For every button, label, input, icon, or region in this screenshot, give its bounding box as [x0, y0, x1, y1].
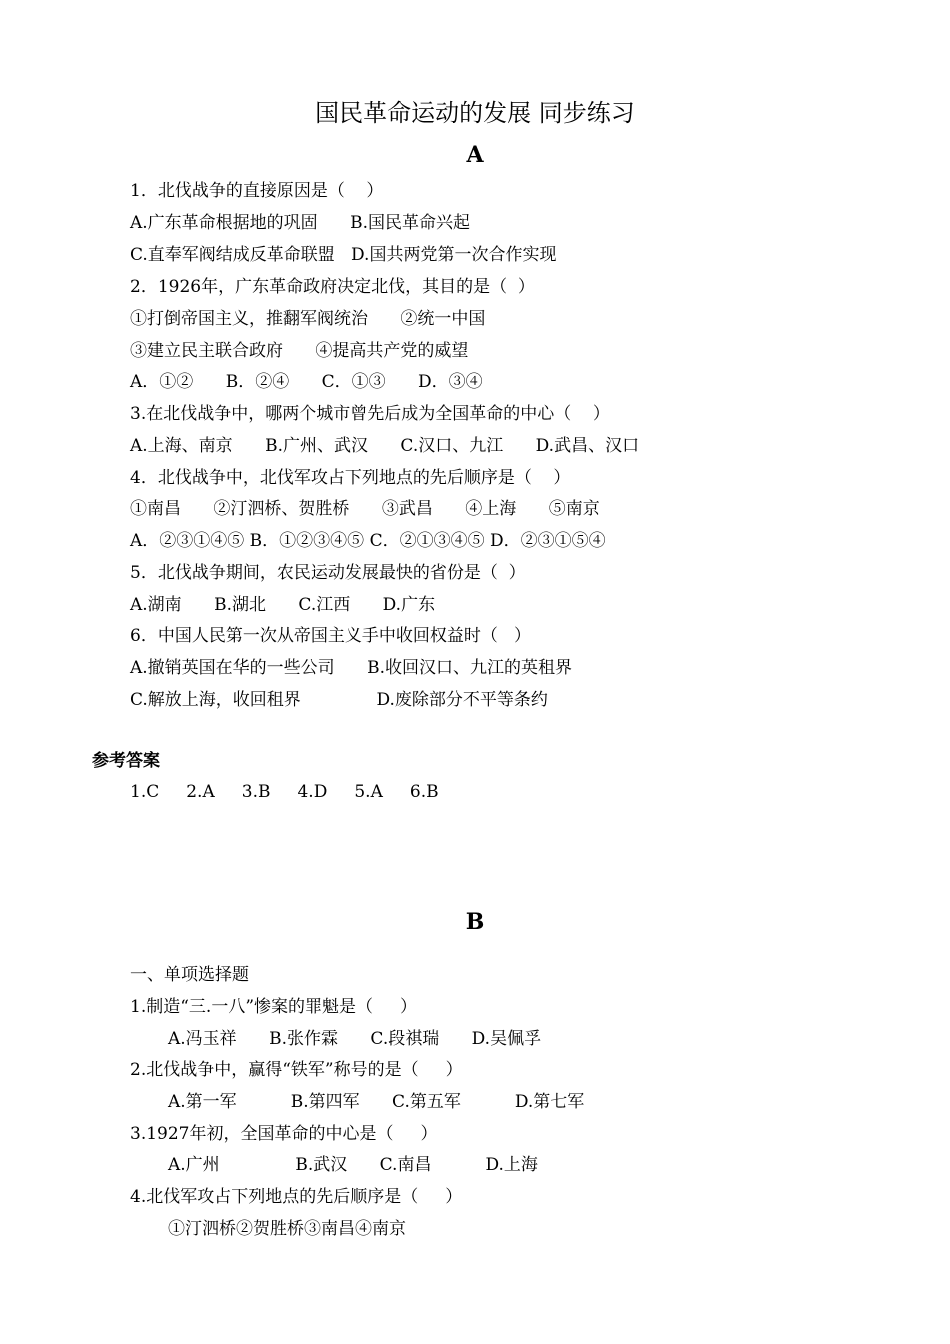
- option-line: ③建立民主联合政府 ④提高共产党的威望: [130, 341, 469, 361]
- question-line: 5．北伐战争期间，农民运动发展最快的省份是（ ）: [130, 563, 526, 583]
- question-line: 6．中国人民第一次从帝国主义手中收回权益时（ ）: [130, 626, 532, 646]
- option-line: A.广东革命根据地的巩固 B.国民革命兴起: [130, 213, 470, 233]
- option-line: ①南昌 ②汀泗桥、贺胜桥 ③武昌 ④上海 ⑤南京: [130, 499, 600, 519]
- option-line: A．①② B．②④ C．①③ D．③④: [130, 372, 483, 392]
- section-a-heading: A: [466, 142, 484, 168]
- option-line: C.直奉军阀结成反革命联盟 D.国共两党第一次合作实现: [130, 245, 557, 265]
- document-title: 国民革命运动的发展 同步练习: [315, 99, 635, 127]
- section-b-heading: B: [465, 909, 485, 935]
- option-line: C.解放上海，收回租界 D.废除部分不平等条约: [130, 690, 548, 710]
- answers-heading: 参考答案: [92, 751, 160, 771]
- option-line: ①打倒帝国主义，推翻军阀统治 ②统一中国: [130, 309, 486, 329]
- option-line: ①汀泗桥②贺胜桥③南昌④南京: [168, 1219, 406, 1239]
- option-line: A.广州 B.武汉 C.南昌 D.上海: [168, 1155, 538, 1175]
- question-line: 2.北伐战争中，赢得“铁军”称号的是（ ）: [130, 1060, 463, 1080]
- question-line: 3.在北伐战争中，哪两个城市曾先后成为全国革命的中心（ ）: [130, 404, 610, 424]
- option-line: A.撤销英国在华的一些公司 B.收回汉口、九江的英租界: [130, 658, 572, 678]
- option-line: A.第一军 B.第四军 C.第五军 D.第七军: [168, 1092, 585, 1112]
- option-line: A．②③①④⑤ B．①②③④⑤ C．②①③④⑤ D．②③①⑤④: [130, 531, 606, 551]
- question-line: 4.北伐军攻占下列地点的先后顺序是（ ）: [130, 1187, 463, 1207]
- option-line: A.湖南 B.湖北 C.江西 D.广东: [130, 595, 436, 615]
- option-line: A.上海、南京 B.广州、武汉 C.汉口、九江 D.武昌、汉口: [130, 436, 640, 456]
- question-line: 3.1927年初，全国革命的中心是（ ）: [130, 1124, 438, 1144]
- option-line: A.冯玉祥 B.张作霖 C.段祺瑞 D.吴佩孚: [168, 1029, 542, 1049]
- question-line: 1．北伐战争的直接原因是（ ）: [130, 181, 384, 201]
- answers-line: 1.C 2.A 3.B 4.D 5.A 6.B: [130, 782, 439, 802]
- question-line: 4．北伐战争中，北伐军攻占下列地点的先后顺序是（ ）: [130, 468, 571, 488]
- section-subheading: 一、单项选择题: [130, 965, 249, 985]
- question-line: 1.制造“三.一八”惨案的罪魁是（ ）: [130, 997, 418, 1017]
- question-line: 2．1926年，广东革命政府决定北伐，其目的是（ ）: [130, 277, 535, 297]
